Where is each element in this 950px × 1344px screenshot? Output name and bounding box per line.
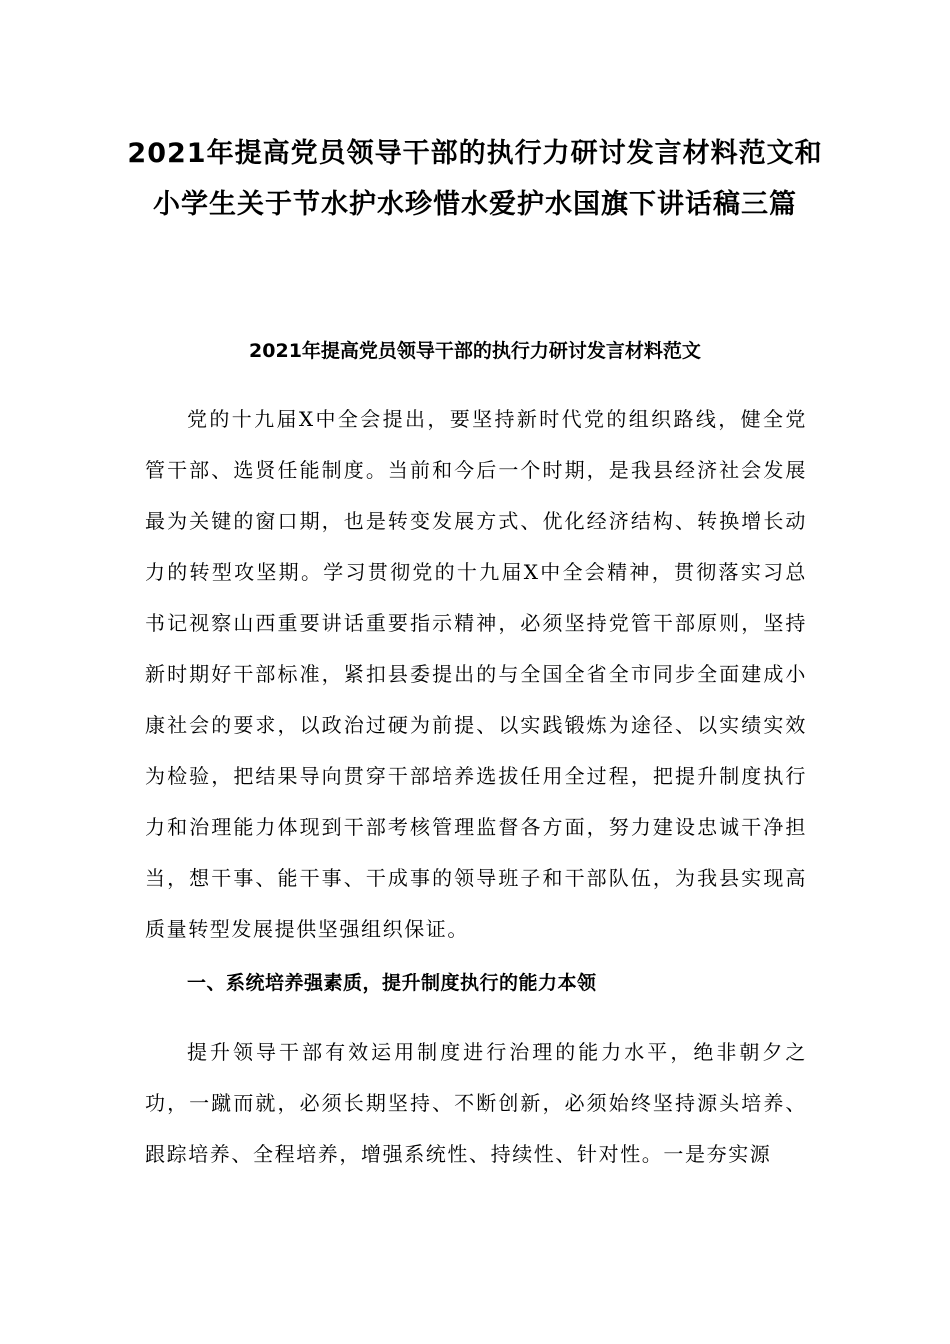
- section-heading: 一、系统培养强素质，提升制度执行的能力本领: [187, 972, 597, 994]
- body-paragraph: 提升领导干部有效运用制度进行治理的能力水平，绝非朝夕之功，一蹴而就，必须长期坚持、不断创新，必须始终坚持源头培养、跟踪培养、全程培养，增强系统性、持续性、针对性。一是夯实源: [145, 1040, 807, 1166]
- document-title: 2021年提高党员领导干部的执行力研讨发言材料范文和小学生关于节水护水珍惜水爱护水国旗下讲话稿三篇: [127, 138, 823, 220]
- section-title: 2021年提高党员领导干部的执行力研讨发言材料范文: [249, 340, 701, 362]
- body-paragraph: 党的十九届X中全会提出，要坚持新时代党的组织路线，健全党管干部、选贤任能制度。当前和今后一个时期，是我县经济社会发展最为关键的窗口期，也是转变发展方式、优化经济结构、转换增长动力的转型攻坚期。学习贯彻党的十九届X中全会精神，贯彻落实习总书记视察山西重要讲话重要指示精神，必须坚持党管干部原则，坚持新时期好干部标准，紧扣县委提出的与全国全省全市同步全面建成小康社会的要求，以政治过硬为前提、以实践锻炼为途径、以实绩实效为检验，把结果导向贯穿干部培养选拔任用全过程，把提升制度执行力和治理能力体现到干部考核管理监督各方面，努力建设忠诚干净担当，想干事、能干事、干成事的领导班子和干部队伍，为我县实现高质量转型发展提供坚强组织保证。: [145, 407, 807, 941]
